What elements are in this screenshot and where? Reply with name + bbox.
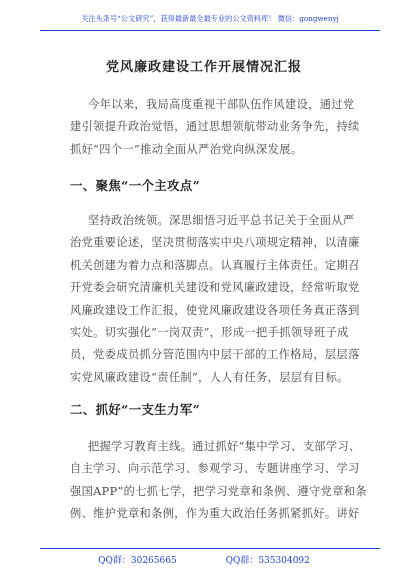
section-1-line: 治党重要论述，坚决贯彻落实中央八项规定精神，以清廉 xyxy=(70,236,360,250)
section-2-line: 例、维护党章和条例，作为重大政治任务抓紧抓好。讲好 xyxy=(70,507,360,521)
footer-qq-group-1: QQ群：30265665 xyxy=(98,556,177,566)
section-2-heading: 二、抓好“一支生力军” xyxy=(70,402,201,417)
section-1-line: 实党风廉政建设“责任制”，人人有任务，层层有目标。 xyxy=(70,370,349,384)
section-1-line: 开党委会研究清廉机关建设和党风廉政建设，经常听取党 xyxy=(70,281,360,295)
section-1-heading: 一、聚焦“一个主攻点” xyxy=(70,178,201,193)
intro-line: 今年以来，我局高度重视干部队伍作风建设，通过党 xyxy=(88,98,355,111)
footer xyxy=(0,553,408,566)
footer-divider xyxy=(40,548,380,549)
section-2-paragraph xyxy=(70,436,367,526)
intro-line: 抓好“四个一”推动全面从严治党向纵深发展。 xyxy=(70,142,303,156)
section-2-line: 把握学习教育主线。通过抓好“集中学习、支部学习、 xyxy=(88,440,361,453)
intro-paragraph xyxy=(70,94,360,161)
header-banner: 关注头条号“公文研究”，获得最新最全最专业的公文资料库！ 微信：gongwenyj xyxy=(81,14,339,23)
footer-qq-group-2: QQ群：535304092 xyxy=(225,556,310,566)
section-2-line: 自主学习、向示范学习、参观学习、专题讲座学习、学习 xyxy=(70,462,360,476)
section-1-line: 实处。切实强化“一岗双责”，形成一把手抓领导班子成 xyxy=(70,326,349,340)
header-divider xyxy=(40,30,380,31)
intro-line: 建引领提升政治觉悟，通过思想领航带动业务争先，持续 xyxy=(70,120,360,134)
section-1-paragraph xyxy=(70,210,360,389)
section-1-line: 员，党委成员抓分管范围内中层干部的工作格局，层层落 xyxy=(70,348,360,362)
section-1-line: 坚持政治统领。深思细悟习近平总书记关于全面从严 xyxy=(88,214,355,227)
document-title: 党风廉政建设工作开展情况汇报 xyxy=(105,60,302,75)
section-1-line: 机关创建为着力点和落脚点。认真履行主体责任。定期召 xyxy=(70,258,360,272)
section-2-line: 强国APP”的七抓七学，把学习党章和条例、遵守党章和条 xyxy=(70,484,367,498)
section-1-line: 风廉政建设工作汇报，使党风廉政建设各项任务真正落到 xyxy=(70,303,360,317)
